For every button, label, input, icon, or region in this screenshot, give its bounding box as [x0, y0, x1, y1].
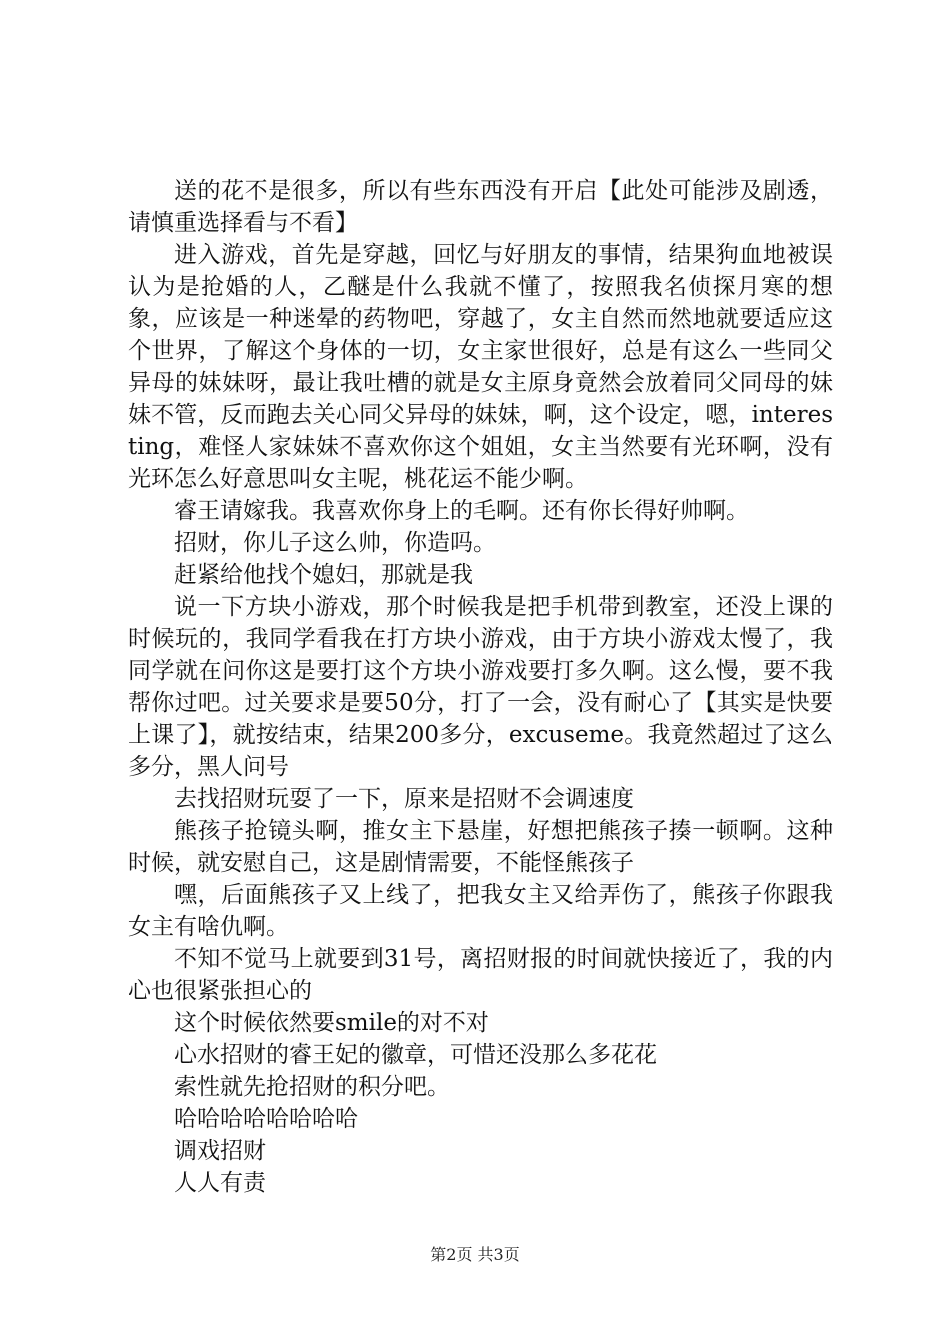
paragraph: 这个时候依然要smile的对不对 [174, 1010, 489, 1036]
paragraph: 索性就先抢招财的积分吧。 [174, 1074, 450, 1100]
paragraph: 说一下方块小游戏，那个时候我是把手机带到教室，还没上课的时候玩的，我同学看我在打方块小游戏，由于方块小游戏太慢了，我同学就在问你这是要打这个方块小游戏要打多久啊。这么慢，要不我帮你过吧。过关要求是要50分，打了一会，没有耐心了【其实是快要上课了】，就按结束，结果200多分，excuseme。我竟然超过了这么多分，黑人问号 [128, 594, 833, 780]
page-number-footer: 第2页 共3页 [430, 1245, 520, 1264]
paragraph: 熊孩子抢镜头啊，推女主下悬崖，好想把熊孩子揍一顿啊。这种时候，就安慰自己，这是剧情需要，不能怪熊孩子 [128, 818, 833, 876]
paragraph: 不知不觉马上就要到31号，离招财报的时间就快接近了，我的内心也很紧张担心的 [128, 946, 833, 1004]
paragraph: 嘿，后面熊孩子又上线了，把我女主又给弄伤了，熊孩子你跟我女主有啥仇啊。 [128, 882, 833, 940]
paragraph: 睿王请嫁我。我喜欢你身上的毛啊。还有你长得好帅啊。 [174, 498, 749, 524]
paragraph: 赶紧给他找个媳妇，那就是我 [174, 562, 473, 588]
paragraph: 调戏招财 [174, 1138, 266, 1164]
paragraph: 去找招财玩耍了一下，原来是招财不会调速度 [174, 786, 634, 812]
paragraph: 心水招财的睿王妃的徽章，可惜还没那么多花花 [174, 1042, 657, 1068]
body-text [128, 175, 833, 1199]
paragraph: 送的花不是很多，所以有些东西没有开启【此处可能涉及剧透，请慎重选择看与不看】 [128, 178, 833, 236]
paragraph: 进入游戏，首先是穿越，回忆与好朋友的事情，结果狗血地被误认为是抢婚的人，乙醚是什么我就不懂了，按照我名侦探月寒的想象，应该是一种迷晕的药物吧，穿越了，女主自然而然地就要适应这个世界，了解这个身体的一切，女主家世很好，总是有这么一些同父异母的妹妹呀，最让我吐槽的就是女主原身竟然会放着同父同母的妹妹不管，反而跑去关心同父异母的妹妹，啊，这个设定，嗯，interesting，难怪人家妹妹不喜欢你这个姐姐，女主当然要有光环啊，没有光环怎么好意思叫女主呢，桃花运不能少啊。 [128, 242, 833, 492]
paragraph: 哈哈哈哈哈哈哈哈 [174, 1106, 358, 1132]
paragraph: 人人有责 [174, 1170, 266, 1196]
paragraph: 招财，你儿子这么帅，你造吗。 [174, 530, 496, 556]
